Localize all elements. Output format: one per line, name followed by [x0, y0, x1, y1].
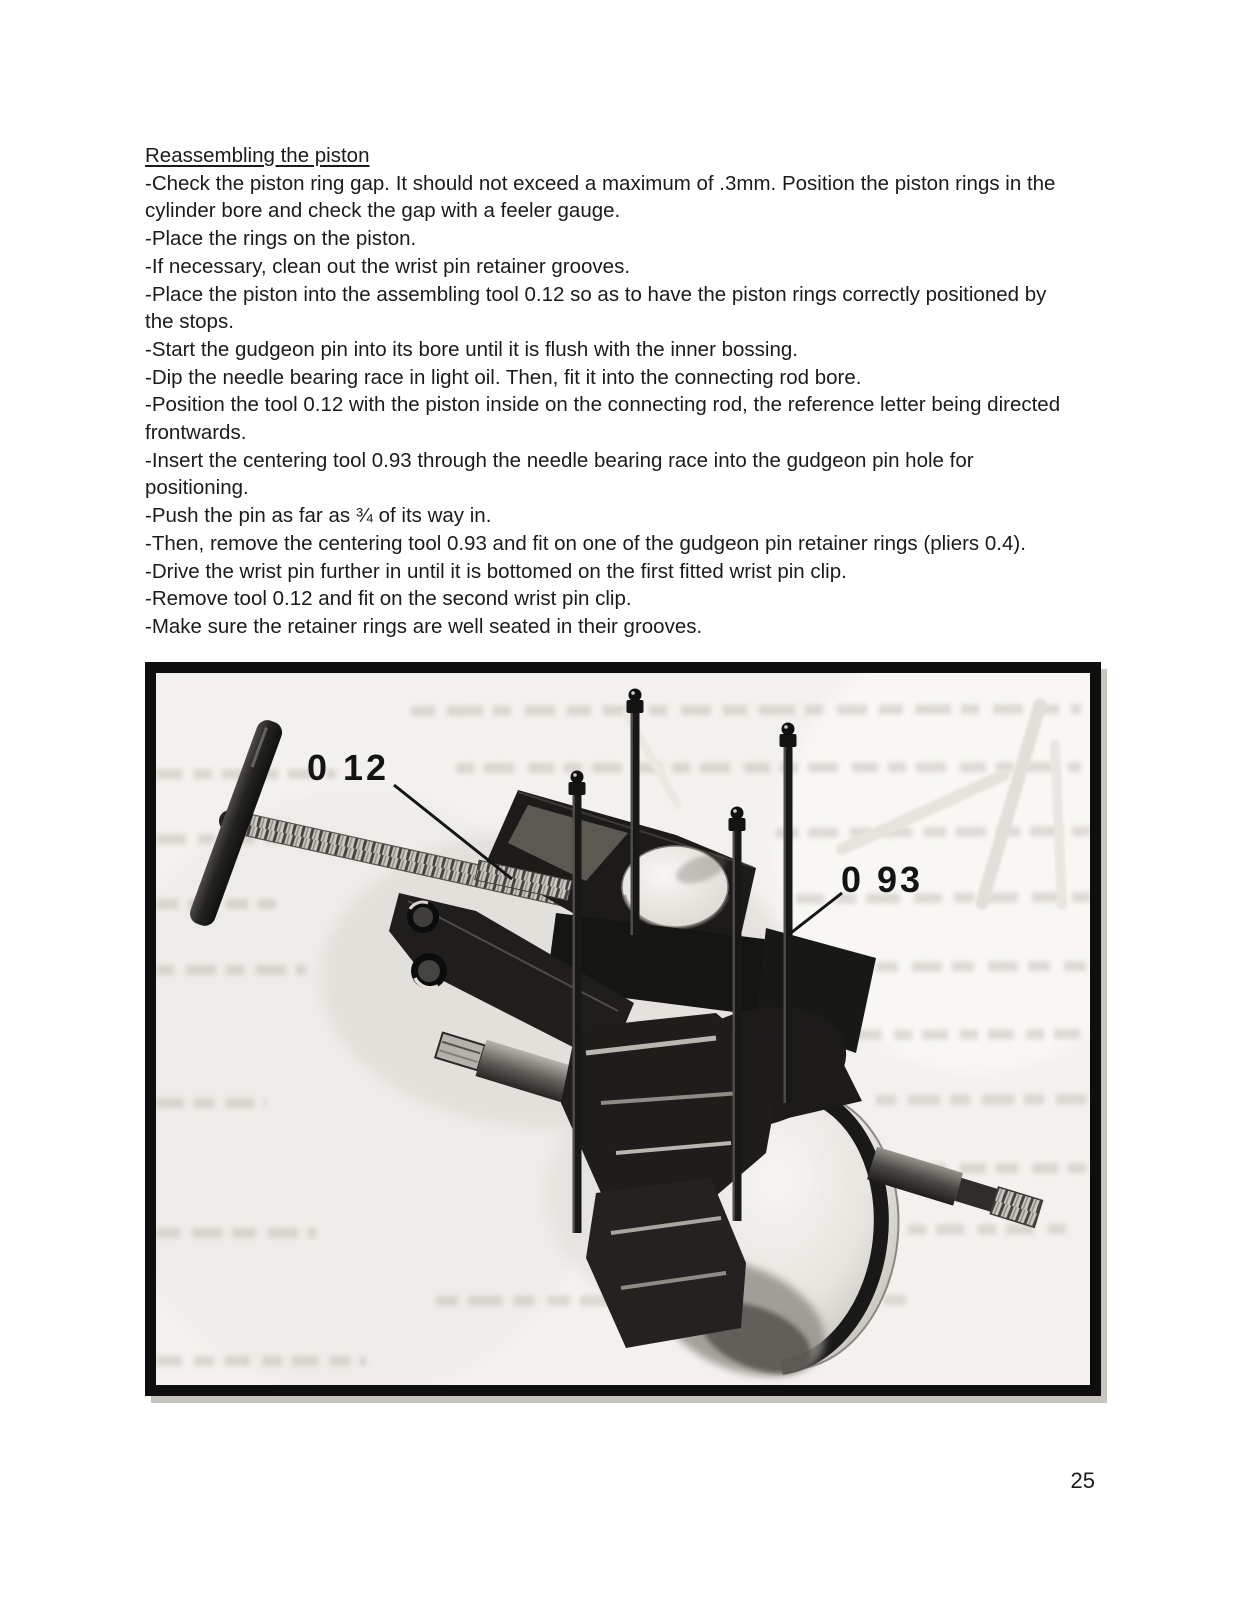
instruction-step: -Place the piston into the assembling tool 0.12 so as to have the piston rings correctly positioned by the stops. [145, 282, 1047, 334]
instruction-step: -If necessary, clean out the wrist pin retainer grooves. [145, 254, 631, 278]
instruction-step: -Remove tool 0.12 and fit on the second wrist pin clip. [145, 587, 632, 611]
instruction-step: -Place the rings on the piston. [145, 227, 417, 251]
instruction-step: -Check the piston ring gap. It should not exceed a maximum of .3mm. Position the piston rings in the cylinder bore and check the gap with a feeler gauge. [145, 171, 1056, 223]
label-tool-012: 0 12 [306, 747, 390, 788]
instruction-step: -Insert the centering tool 0.93 through the needle bearing race into the gudgeon pin hole for positioning. [145, 448, 974, 500]
hex-bolt [411, 953, 447, 989]
instruction-step: -Position the tool 0.12 with the piston inside on the connecting rod, the reference letter being directed frontwards. [145, 393, 1061, 445]
label-tool-093: 0 93 [840, 859, 924, 900]
instructions-section [145, 142, 1075, 641]
instruction-step: -Drive the wrist pin further in until it is bottomed on the first fitted wrist pin clip. [145, 559, 847, 583]
page-number: 25 [1070, 1468, 1095, 1493]
instruction-step: -Start the gudgeon pin into its bore until it is flush with the inner bossing. [145, 337, 798, 361]
instruction-step: -Make sure the retainer rings are well seated in their grooves. [145, 614, 703, 638]
instruction-step: -Push the pin as far as ¾ of its way in. [145, 504, 492, 528]
section-heading: Reassembling the piston [145, 144, 370, 167]
instruction-step: -Dip the needle bearing race in light oil. Then, fit it into the connecting rod bore. [145, 365, 862, 389]
instruction-step: -Then, remove the centering tool 0.93 and fit on one of the gudgeon pin retainer rings (pliers 0.4). [145, 531, 1026, 555]
photo-figure [145, 662, 1101, 1396]
hex-bolt [407, 901, 439, 933]
piston-tool-photo [156, 673, 1090, 1385]
